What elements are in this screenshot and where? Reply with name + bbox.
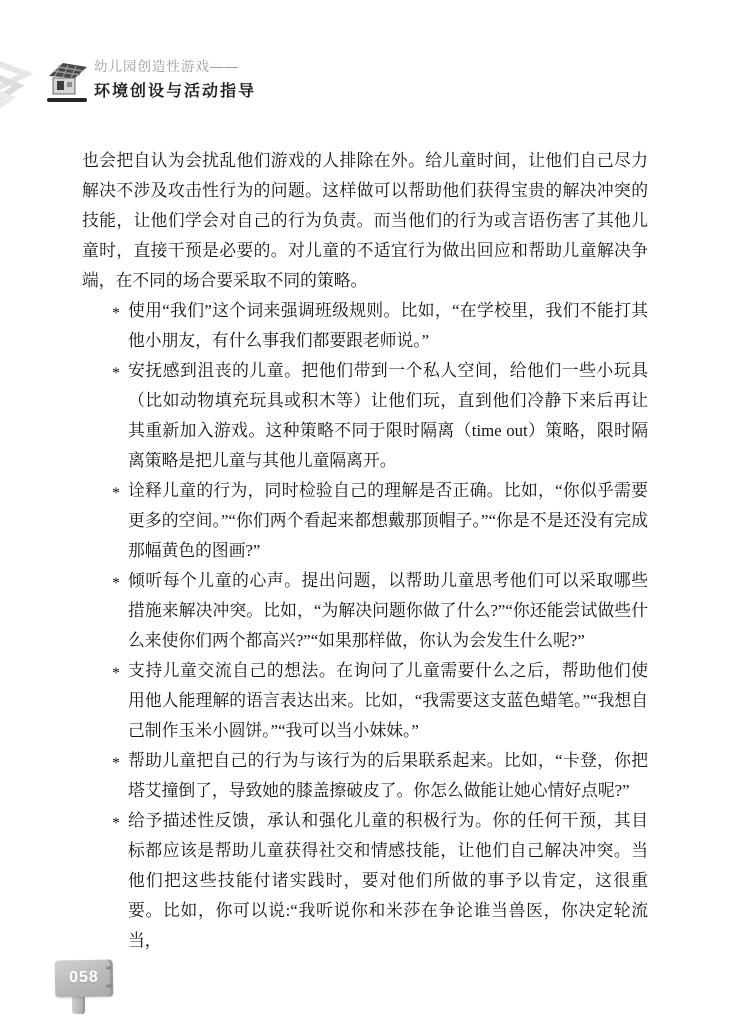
book-subtitle: 环境创设与活动指导	[94, 83, 257, 100]
asterisk-bullet-marker: *	[112, 815, 120, 832]
asterisk-bullet-marker: *	[112, 305, 120, 322]
bullet-text: 给予描述性反馈，承认和强化儿童的积极行为。你的任何干预，其目标都应该是帮助儿童获得社交和情感技能，让他们自己解决冲突。当他们把这些技能付诸实践时，要对他们所做的事予以肯定，这很重要。比如，你可以说:“我听说你和米莎在争论谁当兽医，你决定轮流当，	[128, 811, 648, 950]
page-number-sign	[55, 960, 125, 1020]
asterisk-bullet-marker: *	[112, 365, 120, 382]
list-item	[112, 356, 648, 476]
asterisk-bullet-marker: *	[112, 665, 120, 682]
sign-post	[72, 995, 85, 1014]
edge-stripes-decoration	[0, 60, 34, 116]
list-item	[112, 746, 648, 806]
asterisk-bullet-marker: *	[112, 755, 120, 772]
bullet-text: 帮助儿童把自己的行为与该行为的后果联系起来。比如，“卡登，你把塔艾撞倒了，导致她的膝盖擦破皮了。你怎么做能让她心情好点呢?”	[128, 751, 648, 800]
list-item	[112, 806, 648, 956]
kindergarten-house-icon	[46, 56, 90, 108]
page-body	[82, 146, 648, 956]
bullet-text: 支持儿童交流自己的想法。在询问了儿童需要什么之后，帮助他们使用他人能理解的语言表达出来。比如，“我需要这支蓝色蜡笔。”“我想自己制作玉米小圆饼。”“我可以当小妹妹。”	[128, 661, 648, 740]
book-title-block	[94, 58, 256, 102]
asterisk-bullet-marker: *	[112, 485, 120, 502]
list-item	[112, 476, 648, 566]
strategy-bullet-list	[82, 296, 648, 956]
asterisk-bullet-marker: *	[112, 575, 120, 592]
page-number: 058	[68, 968, 99, 987]
bullet-text: 倾听每个儿童的心声。提出问题，以帮助儿童思考他们可以采取哪些措施来解决冲突。比如，“为解决问题你做了什么?”“你还能尝试做些什么来使你们两个都高兴?”“如果那样做，你认为会发生什么呢?”	[128, 571, 648, 650]
page-header	[0, 56, 730, 116]
intro-paragraph: 也会把自认为会扰乱他们游戏的人排除在外。给儿童时间，让他们自己尽力解决不涉及攻击性行为的问题。这样做可以帮助他们获得宝贵的解决冲突的技能，让他们学会对自己的行为负责。而当他们的行为或言语伤害了其他儿童时，直接干预是必要的。对儿童的不适宜行为做出回应和帮助儿童解决争端，在不同的场合要采取不同的策略。	[82, 151, 648, 290]
list-item	[112, 566, 648, 656]
list-item	[112, 656, 648, 746]
book-series-title: 幼儿园创造性游戏——	[94, 59, 239, 74]
bullet-text: 使用“我们”这个词来强调班级规则。比如，“在学校里，我们不能打其他小朋友，有什么事我们都要跟老师说。”	[128, 301, 648, 350]
bullet-text: 诠释儿童的行为，同时检验自己的理解是否正确。比如，“你似乎需要更多的空间。”“你们两个看起来都想戴那顶帽子。”“你是不是还没有完成那幅黄色的图画?”	[128, 481, 648, 560]
sign-plate	[55, 959, 114, 997]
list-item	[112, 296, 648, 356]
bullet-text: 安抚感到沮丧的儿童。把他们带到一个私人空间，给他们一些小玩具（比如动物填充玩具或积木等）让他们玩，直到他们冷静下来后再让其重新加入游戏。这种策略不同于限时隔离（time out）策略，限时隔离策略是把儿童与其他儿童隔离开。	[128, 361, 648, 470]
